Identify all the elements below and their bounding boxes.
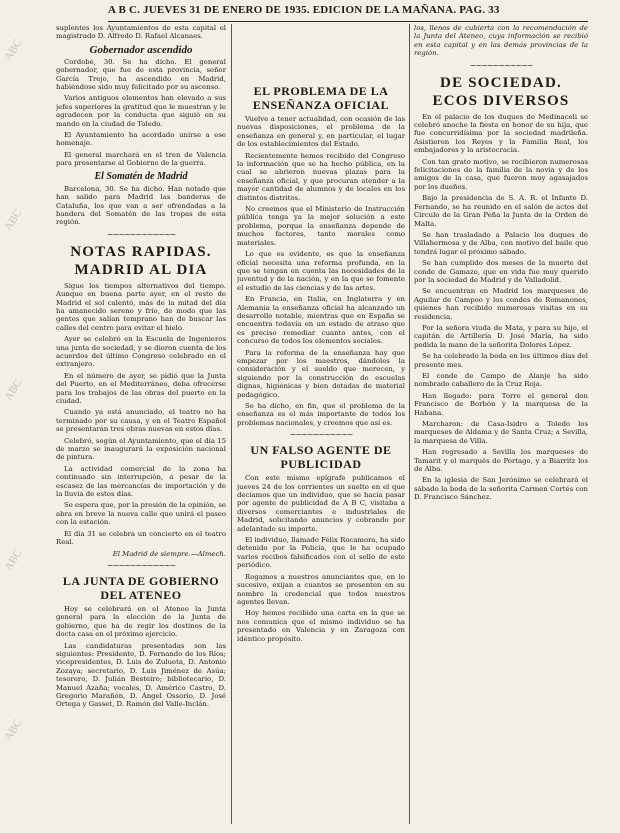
article-paragraph: En Francia, en Italia, en Inglaterra y en Alemania la enseñanza oficial ha alcanzado un desarrollo notable, mientras que en España se encuentra todavía en un estado de atraso que es preciso remediar cuanto antes, con el concurso de todos los elementos sociales. — [237, 295, 405, 346]
edge-watermark: ABC — [2, 207, 25, 233]
article-paragraph: Cuando ya está anunciado, el teatro no ha terminado por su causa, y en el Teatro Español se presentarán tres obras nuevas en estos días. — [56, 408, 226, 434]
column-3-intro: los, llenos de cubierta con la recomendación de la Junta del Ateneo, cuya información se recibió en esta capital y en las demás provincias de la región. — [414, 24, 588, 58]
article-paragraph: El general marchará en el tren de Valencia para presentarse al Gobierno de la guerra. — [56, 150, 226, 168]
article-paragraph: Rogamos a nuestros anunciantes que, en lo sucesivo, exijan a cuantos se presenten en su nombre la credencial que todos nuestros agentes llevan. — [237, 572, 405, 606]
article-paragraph: No creemos que el Ministerio de Instrucción pública tenga ya la mejor solución a este problema, porque la enseñanza depende de muchos factores, tanto morales como materiales. — [237, 205, 405, 247]
article-signature: El Madrid de siempre.—Almech. — [112, 549, 226, 558]
headline-falso-agente: UN FALSO AGENTE DE PUBLICIDAD — [250, 443, 392, 472]
edge-watermark: ABC — [2, 717, 25, 743]
article-paragraph: Han llegado: para Torre el general don Francisco de Borbón y la marquesa de la Habana. — [414, 391, 588, 417]
article-paragraph: Marcharon: de Casa-Isidro a Toledo los marqueses de Aldama y de Santa Cruz; a Sevilla, la marquesa de Villa. — [414, 420, 588, 445]
article-paragraph: Para la reforma de la enseñanza hay que empezar por los maestros, dándoles la consideración y el sueldo que merecen, y siguiendo por la construcción de escuelas dignas, higiénicas y bien dotadas de material pedagógico. — [237, 348, 405, 399]
article-paragraph: El día 31 se celebra un concierto en el teatro Real. — [56, 529, 226, 547]
headline-gobernador: Gobernador ascendido — [89, 43, 193, 56]
article-paragraph: El conde de Campo de Alanje ha sido nombrado caballero de la Cruz Roja. — [414, 372, 588, 389]
article-paragraph: La actividad comercial de la zona ha continuado sin interrupción, a pesar de la escasez de las mercancías de importación y de la lluvia de estos días. — [56, 464, 226, 499]
headline-problema-ensenanza: EL PROBLEMA DE LA ENSEÑANZA OFICIAL — [252, 84, 390, 112]
article-paragraph: En el palacio de los duques de Medinaceli se celebró anoche la fiesta en honor de su hija, que fue concurridísima por la sociedad madrileña. Asistieron los Reyes y la Familia Real, los embajadores y la aristocracia. — [414, 112, 588, 155]
article-paragraph: Bajo la presidencia de S. A. R. el Infante D. Fernando, se ha reunido en el salón de actos del Círculo de la Gran Peña la Junta de la Orden de Malta. — [414, 194, 588, 228]
ornament-divider: ~~~~~~~~~~~~ — [106, 229, 176, 239]
article-paragraph: Varios antiguos elementos han elevado a sus jefes superiores la gratitud que le muestran y le agradecen por la conducta que siguió en su mando en la ciudad de Toledo. — [56, 94, 226, 128]
edge-watermark: ABC — [2, 377, 25, 403]
column-rule — [409, 24, 410, 824]
article-paragraph: Ayer se celebró en la Escuela de Ingenieros una junta de sociedad, y se dieron cuenta de los acuerdos del último Congreso celebrado en el extranjero. — [56, 335, 226, 369]
article-paragraph: Cordobé, 30. Se ha dicho. El general gobernador, que fue de esta provincia, señor García Trejo, ha ascendido en Madrid, habiéndose sido muy felicitado por su ascenso. — [56, 57, 226, 92]
edge-watermark: ABC — [2, 547, 25, 573]
article-paragraph: Por la señora viuda de Mata, y para su hijo, el capitán de Artillería D. José María, ha sido pedida la mano de la señorita Dolores López. — [414, 323, 588, 349]
headline-notas-rapidas: NOTAS RAPIDAS. — [70, 243, 212, 260]
article-paragraph: Recientemente hemos recibido del Congreso la información que se ha hecho pública, en la cual se abrieron nuevas plazas para la enseñanza oficial, y que procuran atender a la mayor cantidad de alumnos y de locales en los distintos distritos. — [237, 151, 405, 202]
article-paragraph: Sigue los tiempos alternativos del tiempo. Aunque en buena parte ayer, en el resto de Madrid el sol calentó, más de la mitad del día ha amanecido sereno y frío, de modo que las gentes que salían temprano han de buscar las calles del centro para evitar el hielo. — [56, 281, 226, 332]
article-paragraph: En la iglesia de San Jerónimo se celebrará el sábado la boda de la señorita Carmen Cortés con D. Francisco Sánchez. — [414, 476, 588, 502]
headline-junta-ateneo: LA JUNTA DE GOBIERNO DEL ATENEO — [62, 573, 220, 602]
article-paragraph: El Ayuntamiento ha acordado unirse a ese homenaje. — [56, 131, 226, 148]
article-paragraph: Se encuentran en Madrid los marqueses de Aguilar de Campoo y los condes de Romanones, quienes han recibido numerosas visitas en su residencia. — [414, 287, 588, 321]
headline-madrid-al-dia: MADRID AL DIA — [74, 261, 208, 278]
article-paragraph: Se han cumplido dos meses de la muerte del conde de Gamazo, que en vida fue muy querido por la sociedad de Madrid y de Valladolid. — [414, 259, 588, 284]
headline-de-sociedad: DE SOCIEDAD. — [440, 74, 562, 91]
ornament-divider: ~~~~~~~~~~~ — [469, 60, 533, 70]
article-paragraph: Barcelona, 30. Se ha dicho. Han notado que han salido para Madrid las banderas de Cataluña, los que van a ser ofrendadas a la bandera del Somatén de las tropas de esta región. — [56, 184, 226, 227]
edge-watermark: ABC — [2, 37, 25, 63]
article-paragraph: Se ha dicho, en fin, que el problema de la enseñanza es el más importante de todos los problemas nacionales, y creemos que así es. — [237, 402, 405, 427]
article-paragraph: En el número de ayer, se pidió que la Junta del Puerto, en el Mediterráneo, deba ofrecerse para los trabajos de las obras del puerto en la ciudad. — [56, 371, 226, 405]
ornament-divider: ~~~~~~~~~~~~ — [106, 560, 176, 570]
article-paragraph: El individuo, llamado Félix Rocamora, ha sido detenido por la Policía, que le ha ocupado varios recibos falsificados con el sello de este periódico. — [237, 536, 405, 570]
article-paragraph: Lo que es evidente, es que la enseñanza oficial necesita una reforma profunda, en la que se tengan en cuenta las necesidades de la juventud y de la nación, y en la que se fomente el estudio de las ciencias y de las artes. — [237, 250, 405, 292]
column-1-intro: suplentes los Ayuntamientos de esta capital el magistrado D. Alfredo D. Rafael Alcanaes. — [56, 24, 226, 41]
ornament-divider: ~~~~~~~~~~~ — [289, 430, 353, 440]
column-1 — [56, 24, 226, 824]
article-paragraph: Vuelve a tener actualidad, con ocasión de las nuevas disposiciones, el problema de la enseñanza en general y, en particular, el lugar de los establecimientos del Estado. — [237, 115, 405, 149]
headline-somaten: El Somatén de Madrid — [94, 170, 188, 182]
headline-ecos-diversos: ECOS DIVERSOS — [432, 92, 570, 109]
page-header: A B C. JUEVES 31 DE ENERO DE 1935. EDICION DE LA MAÑANA. PAG. 33 — [108, 4, 500, 16]
article-paragraph: Se espera que, por la presión de la opinión, se abra en breve la nueva calle que unirá el paseo con la estación. — [56, 501, 226, 527]
article-paragraph: Las candidaturas presentadas son las siguientes: Presidente, D. Fernando de los Ríos; vicepresidentes, D. Luis de Zulueta, D. Antonio Zozaya; secretario, D. Luis Jiménez de Asúa; tesorero, D. Julián Besteiro; bibliotecario, D. Manuel Azaña; vocales, D. Américo Castro, D. Gregorio Marañón, D. Ángel Ossorio, D. José Ortega y Gasset, D. Ramón del Valle-Inclán. — [56, 641, 226, 709]
article-paragraph: Se ha celebrado la boda en los últimos días del presente mes. — [414, 352, 588, 369]
article-paragraph: Con tan grato motivo, se recibieron numerosas felicitaciones de la familia de la novia y de los amigos de la casa, que fueron muy agasajados por los dueños. — [414, 157, 588, 191]
article-paragraph: Celebró, según el Ayuntamiento, que el día 15 de marzo se inaugurará la exposición nacional de pintura. — [56, 436, 226, 462]
column-3 — [414, 24, 588, 824]
article-paragraph: Con este mismo epígrafe publicamos el jueves 24 de los corrientes un suelto en el que decíamos que un individuo, que se hacía pasar por agente de publicidad de A B C, visitaba a diversos comerciantes e industriales de Madrid, solicitando anuncios y cobrando por adelantado su importe. — [237, 474, 405, 533]
article-paragraph: Han regresado a Sevilla los marqueses de Tamarit y el marqués de Portago, y a Biarritz los de Alba. — [414, 448, 588, 474]
column-2 — [237, 24, 405, 824]
column-rule — [231, 24, 232, 824]
article-paragraph: Hoy hemos recibido una carta en la que se nos comunica que el mismo individuo se ha presentado en Valencia y en Zaragoza con idéntico propósito. — [237, 609, 405, 643]
header-rule — [108, 21, 588, 22]
article-paragraph: Hoy se celebrará en el Ateneo la Junta general para la elección de la Junta de gobierno, que ha de regir los destinos de la docta casa en el próximo ejercicio. — [56, 604, 226, 639]
article-paragraph: Se han trasladado a Palacio los duques de Villahermosa y de Alba, con motivo del baile que tendrá lugar el próximo sábado. — [414, 230, 588, 256]
